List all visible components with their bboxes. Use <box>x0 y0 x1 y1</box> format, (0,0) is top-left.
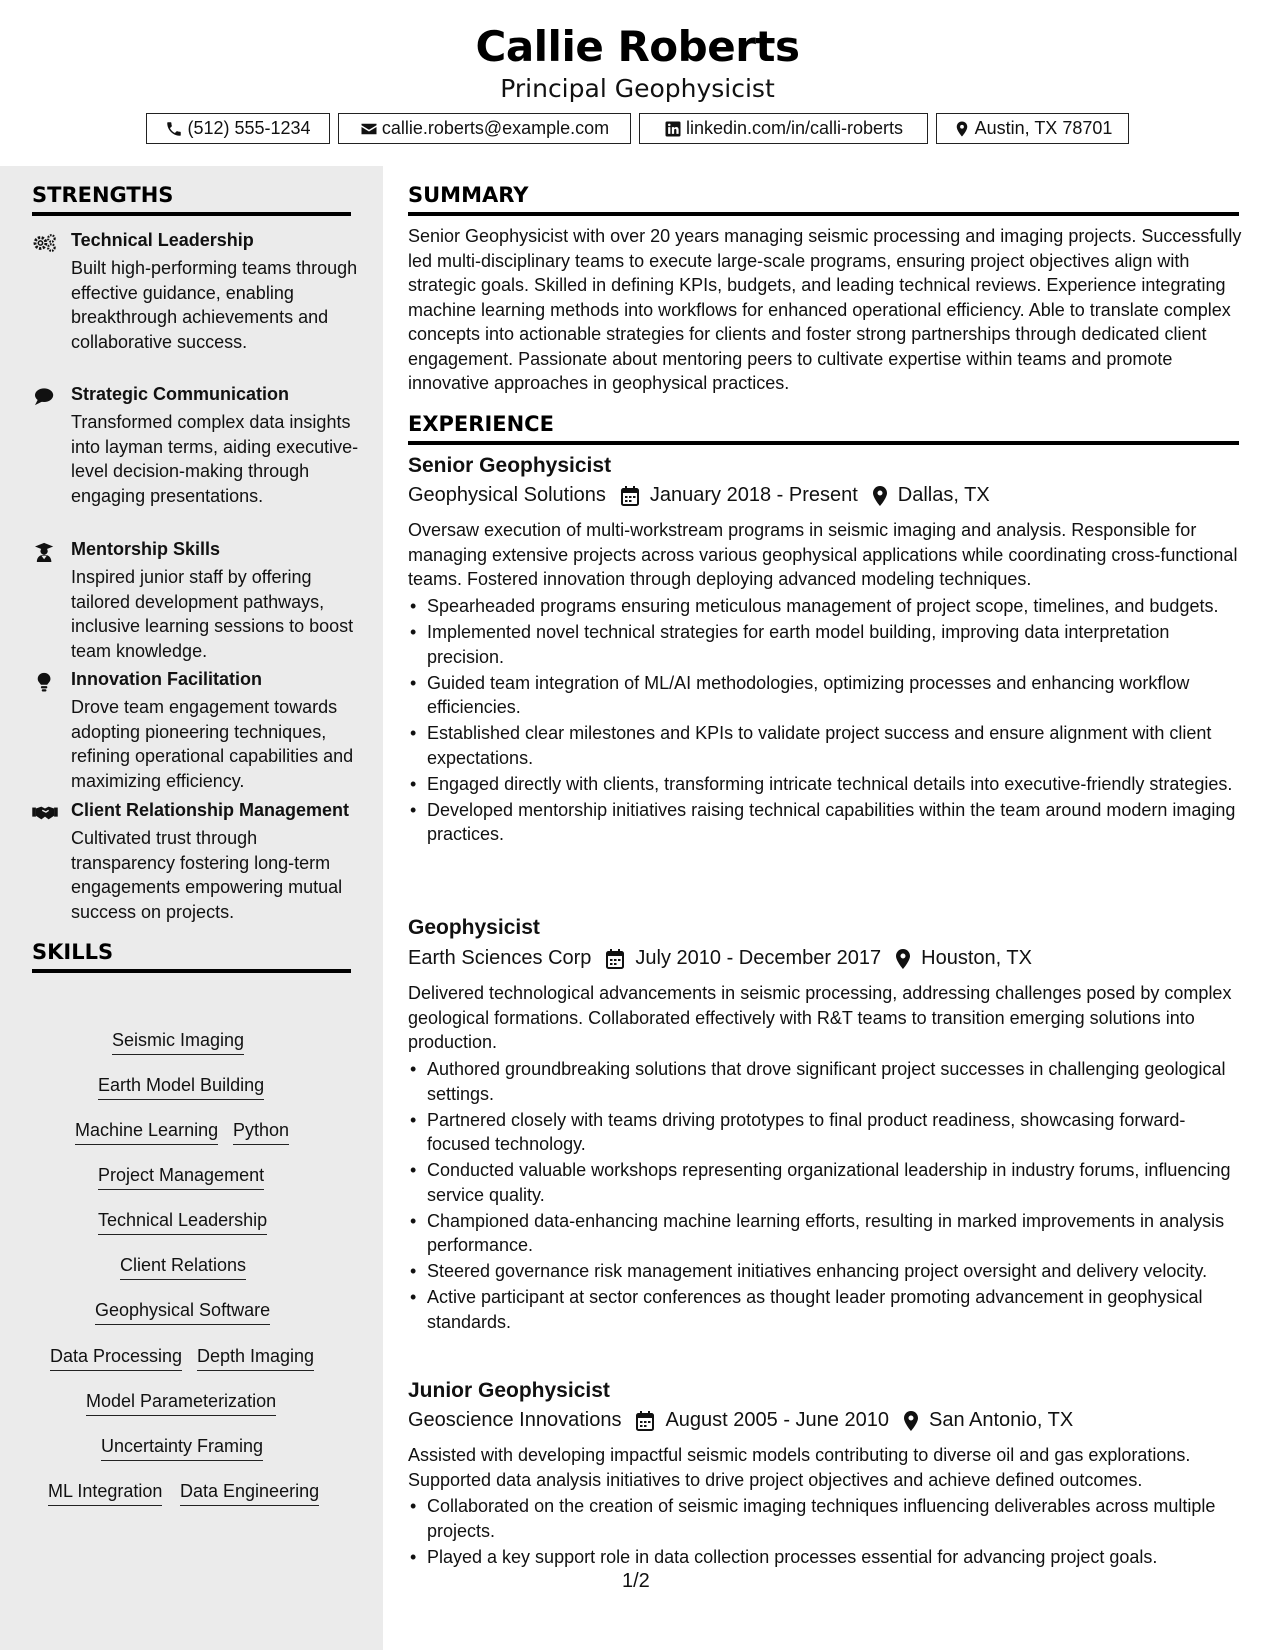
bullet-item: • Engaged directly with clients, transforming intricate technical details into executive-friendly strategies. <box>408 772 1242 797</box>
job-description: Assisted with developing impactful seismic models contributing to diverse oil and gas explorations. Supported data analysis initiatives to drive project objectives and achieve defined outcomes. <box>408 1445 1191 1490</box>
job-company: Geophysical Solutions <box>408 484 606 506</box>
candidate-title: Principal Geophysicist <box>500 74 775 103</box>
strength-title: Technical Leadership <box>71 230 254 250</box>
job-title: Geophysicist <box>408 916 540 939</box>
strength-title: Strategic Communication <box>71 384 290 404</box>
map-pin-icon <box>893 948 913 970</box>
bullet-item: • Championed data-enhancing machine learning efforts, resulting in marked improvements in analysis performance. <box>408 1209 1242 1258</box>
lightbulb-icon <box>32 672 58 692</box>
strength-description: Drove team engagement towards adopting pioneering techniques, refining operational capabilities and maximizing efficiency. <box>71 697 354 791</box>
job-dates: January 2018 - Present <box>649 484 858 506</box>
skill-tag: Uncertainty Framing <box>101 1436 263 1461</box>
map-pin-icon <box>870 485 890 507</box>
location-contact <box>936 113 1129 144</box>
skill-tag: Python <box>233 1120 289 1145</box>
skill-tag: Seismic Imaging <box>112 1030 244 1055</box>
strength-title: Mentorship Skills <box>71 539 221 559</box>
skill-tag: Data Engineering <box>180 1481 319 1506</box>
skill-tag: Depth Imaging <box>197 1346 314 1371</box>
map-pin-icon <box>901 1410 921 1432</box>
job-description: Delivered technological advancements in seismic processing, addressing challenges posed by complex geological formations. Collaborated effectively with R&T teams to transition emerging solutions into production. <box>408 983 1232 1052</box>
bullet-item: • Authored groundbreaking solutions that drove significant project successes in challenging geological settings. <box>408 1057 1242 1106</box>
experience-heading: EXPERIENCE <box>408 412 1239 445</box>
strengths-heading: STRENGTHS <box>32 183 351 216</box>
strength-description: Transformed complex data insights into layman terms, aiding executive-level decision-making through engaging presentations. <box>71 412 359 506</box>
summary-heading: SUMMARY <box>408 183 1239 216</box>
email-contact[interactable] <box>338 113 631 144</box>
job-meta <box>408 1409 1073 1432</box>
job-meta <box>408 947 1032 970</box>
skill-tag: Earth Model Building <box>98 1075 264 1100</box>
map-pin-icon <box>953 120 971 138</box>
skill-tag: Geophysical Software <box>95 1300 270 1325</box>
bullet-item: • Active participant at sector conferences as thought leader promoting advancement in geophysical standards. <box>408 1285 1242 1334</box>
experience-section <box>408 412 1239 445</box>
phone-icon <box>165 120 183 138</box>
job-dates: July 2010 - December 2017 <box>635 947 882 969</box>
candidate-name: Callie Roberts <box>475 22 800 71</box>
strength-title: Client Relationship Management <box>71 800 350 820</box>
calendar-icon <box>620 485 640 507</box>
bullet-item: • Steered governance risk management initiatives enhancing project oversight and delivery velocity. <box>408 1259 1242 1284</box>
handshake-icon <box>32 803 58 823</box>
skill-tag: ML Integration <box>48 1481 162 1506</box>
job-title: Junior Geophysicist <box>408 1379 610 1402</box>
job-location: San Antonio, TX <box>928 1409 1074 1431</box>
resume-header <box>0 0 1275 166</box>
summary-text: Senior Geophysicist with over 20 years managing seismic processing and imaging projects. Successfully led multi-disciplinary teams to execute large-scale programs, ensuring project objectives align with strategic goals. Skilled in defining KPIs, budgets, and leading technical reviews. Experience integrating machine learning methods into workflows for enhanced operational efficiency. Able to translate complex concepts into actionable strategies for clients and foster strong partnerships through dedicated client engagement. Passionate about mentoring peers to cultivate expertise within teams and promote innovative approaches in geophysical practices. <box>408 226 1242 393</box>
bullet-item: • Developed mentorship initiatives raising technical capabilities within the team around modern imaging practices. <box>408 798 1242 847</box>
skill-tag: Client Relations <box>120 1255 246 1280</box>
skill-tag: Machine Learning <box>75 1120 218 1145</box>
job-location: Dallas, TX <box>897 484 990 506</box>
bullet-item: • Conducted valuable workshops representing organizational leadership in industry forums, influencing service quality. <box>408 1158 1242 1207</box>
strength-description: Cultivated trust through transparency fostering long-term engagements empowering mutual success on projects. <box>71 828 343 922</box>
skills-heading: SKILLS <box>32 940 351 973</box>
job-bullets <box>408 1057 1242 1336</box>
job-bullets <box>408 594 1242 848</box>
strength-description: Inspired junior staff by offering tailored development pathways, inclusive learning sessions to boost team knowledge. <box>71 567 354 661</box>
bullet-item: • Spearheaded programs ensuring meticulous management of project scope, timelines, and budgets. <box>408 594 1242 619</box>
email-text: callie.roberts@example.com <box>381 118 610 138</box>
bullet-item: • Collaborated on the creation of seismic imaging techniques influencing deliverables across multiple projects. <box>408 1494 1242 1543</box>
job-description: Oversaw execution of multi-workstream programs in seismic imaging and analysis. Responsible for managing extensive projects across various geophysical applications while coordinating cross-functional teams. Fostered innovation through deploying advanced modeling techniques. <box>408 520 1238 589</box>
skill-tag: Project Management <box>98 1165 264 1190</box>
calendar-icon <box>635 1410 655 1432</box>
speech-bubble-icon <box>32 387 58 407</box>
strengths-section <box>32 183 351 216</box>
contact-bar <box>0 113 1275 144</box>
phone-text: (512) 555-1234 <box>187 118 311 138</box>
page-number: 1/2 <box>622 1570 650 1592</box>
summary-section <box>408 183 1239 216</box>
skills-section <box>32 940 351 973</box>
calendar-icon <box>605 948 625 970</box>
linkedin-contact[interactable] <box>639 113 928 144</box>
gears-icon <box>32 233 58 253</box>
job-company: Earth Sciences Corp <box>408 947 592 969</box>
graduate-icon <box>32 542 58 562</box>
job-company: Geoscience Innovations <box>408 1409 622 1431</box>
bullet-item: • Partnered closely with teams driving prototypes to final product readiness, showcasing forward-focused technology. <box>408 1108 1242 1157</box>
job-meta <box>408 484 990 507</box>
job-location: Houston, TX <box>921 947 1032 969</box>
skill-tag: Technical Leadership <box>98 1210 267 1235</box>
bullet-item: • Established clear milestones and KPIs to validate project success and ensure alignment with client expectations. <box>408 721 1242 770</box>
bullet-item: • Played a key support role in data collection processes essential for advancing project goals. <box>408 1545 1242 1570</box>
job-dates: August 2005 - June 2010 <box>665 1409 889 1431</box>
linkedin-text: linkedin.com/in/calli-roberts <box>685 118 904 138</box>
strength-title: Innovation Facilitation <box>71 669 263 689</box>
phone-contact[interactable] <box>146 113 330 144</box>
skill-tag: Model Parameterization <box>86 1391 276 1416</box>
linkedin-icon <box>664 120 682 138</box>
strength-description: Built high-performing teams through effective guidance, enabling breakthrough achievements and collaborative success. <box>71 258 358 352</box>
skill-tag: Data Processing <box>50 1346 182 1371</box>
job-bullets <box>408 1494 1242 1571</box>
envelope-icon <box>360 120 378 138</box>
bullet-item: • Guided team integration of ML/AI methodologies, optimizing processes and enhancing workflow efficiencies. <box>408 671 1242 720</box>
location-text: Austin, TX 78701 <box>974 118 1113 138</box>
bullet-item: • Implemented novel technical strategies for earth model building, improving data interpretation precision. <box>408 620 1242 669</box>
job-title: Senior Geophysicist <box>408 454 612 477</box>
